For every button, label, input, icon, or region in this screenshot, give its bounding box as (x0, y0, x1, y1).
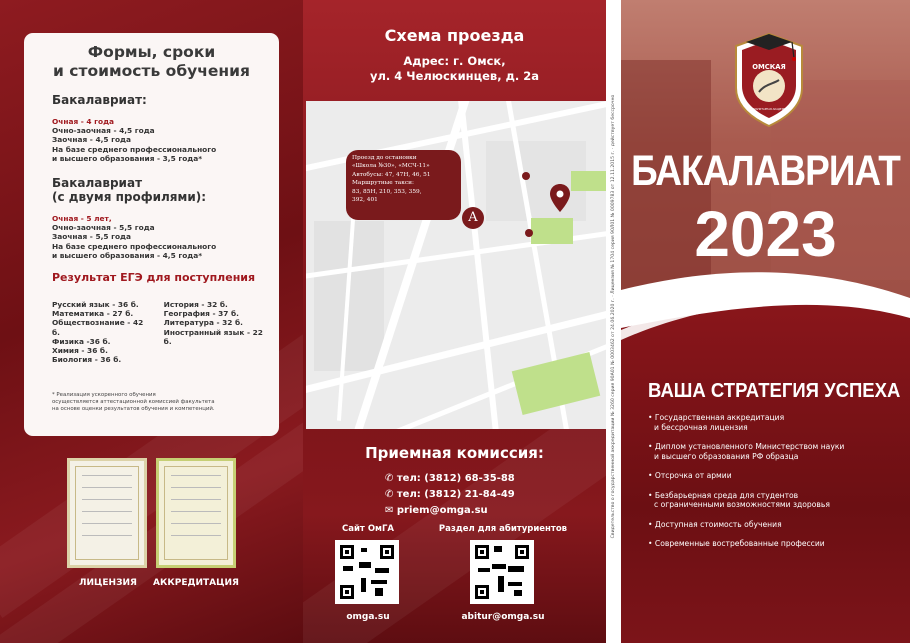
site-label: Сайт ОмГА (342, 524, 394, 534)
bubble-line: 392, 401 (352, 197, 378, 204)
wave-decor (621, 270, 910, 350)
bullet-icon: • (648, 442, 655, 451)
map-point (522, 172, 530, 180)
exam-item: История - 32 б. (163, 300, 228, 310)
phone-1: тел: (3812) 68-35-88 (396, 473, 515, 484)
bullet-icon: • (648, 490, 655, 500)
site-qr-code[interactable] (335, 540, 399, 604)
double-heading-1: Бакалавриат (52, 176, 143, 191)
accreditation-document-image (156, 458, 236, 568)
phone-2-row[interactable] (385, 487, 515, 503)
exam-item: Русский язык - 36 б. (52, 300, 139, 310)
email-row[interactable] (385, 503, 515, 519)
applicants-email[interactable]: abitur@omga.su (461, 612, 545, 622)
double-fulltime: Очная - 5 лет, (52, 214, 112, 224)
spine-text: Свидетельство о государственной аккредитации № 3260 серия 90А01 № 0003462 от 24.06.2020 г. · Лицензия № 1704 серия 90Л01 № 0009783 от 12.11.2015 г. · действует бессрочно (611, 94, 616, 539)
double-terms (52, 214, 267, 260)
bachelor-terms (52, 117, 267, 163)
double-base-line2: и высшего образования - 4,5 года* (52, 250, 203, 260)
exam-item: Литература - 32 б. (163, 318, 243, 328)
footnote-line: * Реализация ускоренного обучения (52, 392, 156, 399)
exam-item: Физика -36 б. (52, 336, 111, 346)
bachelor-fulltime: Очная - 4 года (52, 117, 115, 126)
exam-item: Математика - 27 б. (52, 309, 134, 319)
map-park (571, 171, 606, 191)
logo-subtext: ГУМАНИТАРНАЯ АКАДЕМИЯ (750, 108, 788, 111)
card-title-line1: Формы, сроки (87, 43, 216, 61)
benefit-item: • Диплом установленного Министерством науки и высшего образования РФ образца (648, 442, 845, 461)
bubble-line: Автобусы: 47, 47Н, 46, 51 (352, 171, 431, 178)
double-distance: Заочная - 5,5 года (52, 232, 132, 242)
headline: БАКАЛАВРИАТ (631, 146, 900, 194)
slogan: ВАША СТРАТЕГИЯ УСПЕХА (648, 378, 901, 402)
site-url[interactable]: omga.su (346, 612, 390, 622)
applicants-qr-code[interactable] (470, 540, 534, 604)
double-base-line1: На базе среднего профессионального (52, 241, 217, 251)
right-panel (621, 0, 910, 643)
route-title: Схема проезда (384, 26, 525, 45)
exam-item: Химия - 36 б. (52, 346, 108, 356)
bullet-icon: • (648, 413, 655, 422)
route-info-bubble (346, 150, 461, 220)
envelope-icon: ✉ (385, 505, 394, 516)
bachelor-base-line1: На базе среднего профессионального (52, 144, 217, 154)
bachelor-base-line2: и высшего образования - 3,5 года* (52, 153, 203, 163)
exam-item: Обществознание - 42 б. (52, 318, 144, 337)
bachelor-distance: Заочная - 4,5 года (52, 135, 132, 145)
spine (606, 0, 621, 643)
year: 2023 (694, 198, 837, 270)
address-line1: Адрес: г. Омск, (403, 54, 506, 68)
phone-icon: ✆ (385, 489, 394, 500)
phone-1-row[interactable] (385, 471, 515, 487)
location-pin-icon[interactable] (550, 184, 570, 212)
exam-column-2 (164, 300, 267, 364)
bus-stop-marker[interactable]: A (462, 207, 484, 229)
bubble-line: «Школа №30», «МСЧ-11» (352, 163, 430, 170)
logo-text: ОМСКАЯ (752, 63, 786, 71)
footnote-line: осуществляется аттестационной комиссией факультета (52, 399, 215, 406)
contacts (385, 471, 515, 519)
double-heading-2: (с двумя профилями): (52, 190, 207, 205)
bullet-icon: • (648, 539, 655, 548)
benefits-list (648, 413, 844, 549)
bullet-icon: • (648, 519, 655, 529)
exam-column-1 (52, 300, 154, 364)
left-panel (0, 0, 303, 643)
license-label: ЛИЦЕНЗИЯ (79, 578, 137, 588)
bachelor-heading: Бакалавриат: (52, 93, 147, 107)
bubble-line: Маршрутные такси: (352, 180, 414, 187)
benefit-item: • Доступная стоимость обучения (648, 519, 782, 529)
bullet-icon: • (648, 471, 655, 480)
map-point (525, 229, 533, 237)
bubble-line: Проезд до остановки (352, 155, 417, 161)
academy-logo (732, 30, 806, 128)
address-line2: ул. 4 Челюскинцев, д. 2а (369, 69, 539, 83)
address (303, 54, 606, 84)
email: priem@omga.su (396, 505, 488, 516)
exam-item: Иностранный язык - 22 б. (163, 327, 263, 346)
bachelor-parttime: Очно-заочная - 4,5 года (52, 126, 155, 136)
map-park (512, 352, 601, 415)
benefit-item: • Государственная аккредитация и бессрочная лицензия (648, 413, 785, 432)
applicants-label: Раздел для абитуриентов (438, 524, 568, 534)
footnote-line: на основе оценки результатов обучения и компетенций. (52, 406, 215, 413)
benefit-item: • Современные востребованные профессии (648, 539, 825, 548)
bubble-line: 83, 85Н, 210, 353, 359, (352, 188, 422, 195)
exam-heading: Результат ЕГЭ для поступления (52, 271, 256, 285)
exam-list (52, 300, 267, 364)
route-map[interactable] (306, 101, 606, 429)
exam-item: География - 37 б. (163, 309, 239, 319)
phone-icon: ✆ (385, 473, 394, 484)
double-parttime: Очно-заочная - 5,5 года (52, 223, 155, 233)
admission-title: Приемная комиссия: (365, 444, 544, 462)
benefit-item: • Безбарьерная среда для студентов с ограниченными возможностями здоровья (648, 490, 830, 509)
benefit-item: • Отсрочка от армии (648, 471, 732, 480)
license-document-image (67, 458, 147, 568)
exam-item: Биология - 36 б. (52, 355, 122, 365)
map-park (531, 218, 573, 244)
accreditation-label: АККРЕДИТАЦИЯ (153, 578, 239, 588)
footnote (52, 392, 267, 413)
card-title-line2: и стоимость обучения (53, 62, 250, 80)
info-card (24, 33, 279, 436)
phone-2: тел: (3812) 21-84-49 (396, 489, 515, 500)
